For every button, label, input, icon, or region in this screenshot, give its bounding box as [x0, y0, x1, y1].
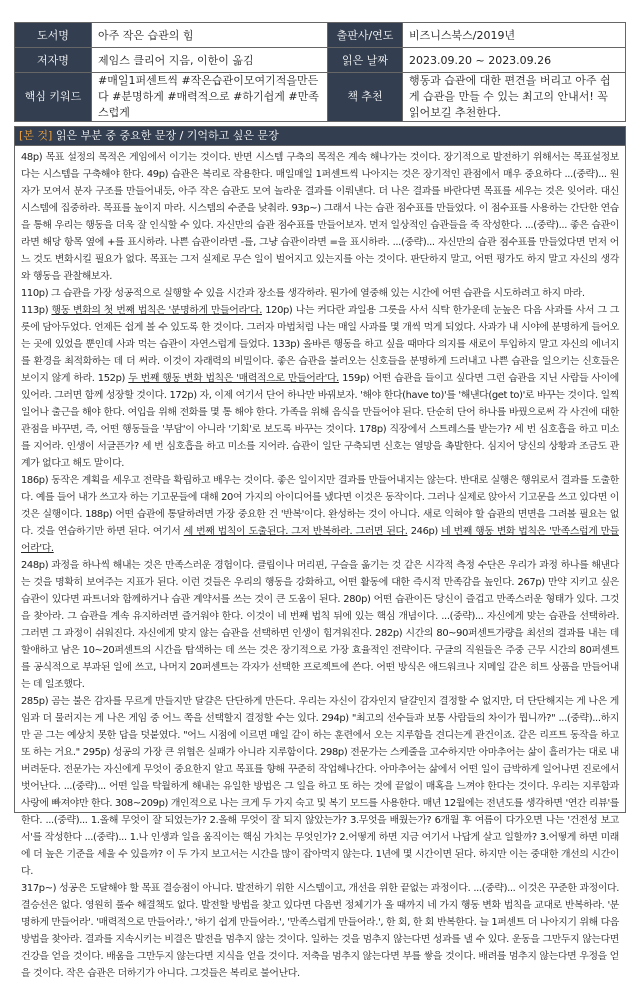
- note-paragraph: 317p~) 성공은 도달해야 할 목표 결승점이 아니다. 발전하기 위한 시스템이고, 개선을 위한 끝없는 과정이다. ...(중략)... 이것은 꾸준한 과정이다. 결승선은 없다. 영원히 풀수 해결책도 없다. 발전할 방법을 찾고 있다면 다음번 정체기가 올 때까지 네 가지 행동 변화 법칙을 교대로 반복하라. '분명하게 만들어라'. '매력적으로 만들어라.', '하기 쉽게 만들어라.', '만족스럽게 만들어라.', 한 회, 한 회 반복한다. 늘 1퍼센트 더 나아지기 위해 다음 방법을 찾아라. 결과를 지속시키는 비결은 발전을 멈추지 않는 것이다. 일하는 것을 멈추지 않는다면 성과를 낼 수 있다. 운동을 그만두지 않는다면 건강을 얻을 것이다. 배움을 그만두지 않는다면 지식을 얻을 것이다. 저축을 멈추지 않는다면 부를 쌓을 것이다. 배려를 멈추지 않는다면 우정을 얻을 것이다. 작은 습관은 더하기가 아니다. 그것들은 복리로 불어난다.: [21, 883, 619, 979]
- recommend-label: 책 추천: [328, 73, 403, 122]
- note-paragraph: 186p) 동작은 계획을 세우고 전략을 확립하고 배우는 것이다. 좋은 일이지만 결과를 만들어내지는 않는다. 반대로 실행은 행위로서 결과를 도출한다. 예를 들어 내가 쓰고자 하는 기고문들에 대해 20여 가지의 아이디어를 냈다면 이것은 동작이다. 그러나 실제로 앉아서 기고문을 쓰고 있다면 이것은 실행이다. 188p) 어떤 습관에 통달하려면 가장 중요한 건 '반복'이다. 완성하는 것이 아니다. 새로 익혀야 할 습관의 면면을 그려볼 필요는 없다. 것을 연습하기만 하면 된다. 여기서 세 번째 법칙이 도출된다. 그저 반복하라. 그러면 된다. 246p) 네 번째 행동 변화 법칙은 '만족스럽게 만들어라'다.: [21, 475, 619, 554]
- keywords-value: #매일1퍼센트씩 #작은습관이모여기적을만든다 #분명하게 #매력적으로 #하기쉽게 #만족스럽게: [92, 73, 328, 122]
- recommend-value: 행동과 습관에 대한 편견을 버리고 아주 쉽게 습관을 만들 수 있는 최고의 안내서! 꼭 읽어보길 추천한다.: [403, 73, 626, 122]
- read-date-value: 2023.09.20 ~ 2023.09.26: [403, 48, 626, 73]
- note-paragraph: 285p) 곰는 불은 감자를 무르게 만들지만 달걀은 단단하게 만든다. 우리는 자신이 감자인지 달걀인지 결정할 수 없지만, 더 단단해지는 게 나은 게임과 더 물러지는 게 나은 게임 중 어느 쪽을 선택할지 결정할 수는 있다. 294p) "최고의 선수들과 보통 사람들의 차이가 뭡니까?" ...(중략)...하지만 곧 그는 예상치 못한 답을 덧붙였다. "어느 시점에 이르면 매일 같이 하는 훈련에서 오는 지루함을 견디는게 관건이죠. 같은 리프트 동작을 하고 또 하는 거요." 295p) 성공의 가장 큰 위협은 실패가 아니라 지루함이다. 298p) 전문가는 스케줄을 고수하지만 아마추어는 삶이 흘러가는 대로 내버려둔다. 전문가는 자신에게 무엇이 중요한지 알고 목표를 향해 꾸준히 작업해나간다. 아마추어는 삶에서 어떤 일이 급박하게 일어나면 진로에서 벗어난다. ...(중략)... 어떤 일을 탁월하게 해내는 유일한 방법은 그 일을 하고 또 하는 것에 끝없이 매혹을 느껴야 한다는 것이다. 우리는 지루함과 사랑에 빠져야만 한다. 308~209p) 개인적으로 나는 크게 두 가지 숙고 및 복기 모드를 사용한다. 매년 12월에는 전년도를 생각하면 '연간 리뷰'를 한다. ...(중략)... 1.올해 무엇이 잘 되었는가? 2.올해 무엇이 잘 되지 않았는가? 3.무엇을 배웠는가? 6개월 후 여름이 다가오면 나는 '건전성 보고서'를 작성한다 ...(중략)... 1.나 인생과 일을 움직이는 핵심 가치는 무엇인가? 2.어떻게 하면 지금 여기서 나답게 살고 일할까? 3.어떻게 하면 미래에 더 높은 기준을 세울 수 있을까? 이 두 가지 보고서는 시간을 많이 잡아먹지 않는다. 1년에 몇 시간이면 된다. 하지만 이는 중대한 개선의 시간이다.: [21, 696, 619, 877]
- keywords-label: 핵심 키워드: [15, 73, 92, 122]
- author-value: 제임스 클리어 지음, 이한이 옮김: [92, 48, 328, 73]
- section-title: 읽은 부분 중 중요한 문장 / 기억하고 싶은 문장: [52, 129, 279, 142]
- note-paragraph: 113p) 행동 변화의 첫 번째 법칙은 '분명하게 만들어라'다. 120p) 나는 커다란 과일용 그릇을 사서 식탁 한가운데 눈높은 다음 사과를 사서 그 그릇에 담아두었다. 언제든 쉽게 볼 수 있도록 한 것이다. 그러자 마법처럼 나는 매일 사과를 몇 개씩 먹게 되었다. 사과가 내 시야에 분명하게 들어오는 곳에 있었을 뿐인데 사과 먹는 습관이 자연스럽게 들었다. 133p) 올바른 행동을 하고 싶을 때마다 의지를 새로이 투입하지 말고 자신의 에너지를 환경을 최적화하는 데 더 써라. 이것이 자래력의 비밀이다. 좋은 습관을 불러오는 신호들을 분명하게 드러내고 나쁜 습관을 일으키는 신호들은 보이지 않게 하라. 152p) 두 번째 행동 변화 법칙은 '매력적으로 만들어라'다. 159p) 어떤 습관을 들이고 싶다면 그런 습관을 지닌 사람들 사이에 있어라. 그러면 함께 성장할 것이다. 172p) 자, 이제 여기서 단어 하나만 바꿔보자. '해야 한다(have to)'를 '해낸다(get to)'로 바꾸는 것이다. 일찍 일어나 출근을 해야 한다. 여입을 위해 전화를 몇 통 해야 한다. 가족을 위해 음식을 만들어야 된다. 단순히 단어 하나를 바꿨으로써 각 사건에 대한 관점을 바꾸면, 즉, 어떤 행동들을 '부담'이 아니라 '기회'로 보도록 바꾸는 것이다. 178p) 직장에서 스트레스를 받는가? 세 번 심호흡을 하고 미소를 지어라. 인생이 서글픈가? 세 번 심호흡을 하고 미소를 지어라. 습관이 일단 구축되면 신호는 열망을 촉발한다. 심지어 당신의 상황과 조금도 관계가 없다고 해도 말이다.: [21, 305, 619, 469]
- section-header: [14, 126, 626, 145]
- book-report-sheet: [14, 22, 626, 979]
- read-date-label: 읽은 날짜: [328, 48, 403, 73]
- note-paragraph: 110p) 그 습관을 가장 성공적으로 실행할 수 있을 시간과 장소를 생각하라. 뭔가에 열중해 있는 시간에 어떤 습관을 시도하려고 하지 마라.: [21, 288, 585, 299]
- notes-body: [14, 145, 626, 979]
- publisher-value: 비즈니스북스/2019년: [403, 23, 626, 48]
- note-paragraph: 48p) 목표 설정의 목적은 게임에서 이기는 것이다. 반면 시스템 구축의 목적은 계속 해나가는 것이다. 장기적으로 발전하기 위해서는 목표설정보다는 시스템을 구축해야 한다. 49p) 습관은 복리로 작용한다. 매일매일 1퍼센트씩 나아지는 것은 장기적인 관점에서 매우 중요하다 ...(중략)... 원자가 모여서 분자 구조를 만들어내듯, 아주 작은 습관도 모여 놀라운 결과를 이뤄낸다. 더 나은 결과를 바란다면 목표를 세우는 것은 잊어라. 대신 시스템에 집중하라. 목표를 높이지 마라. 시스템의 수준을 낮춰라. 93p~) 그래서 나는 습관 점수표를 만들었다. 이 점수표를 사용하는 간단한 연습을 통해 우리는 행동을 더욱 잘 인식할 수 있다. 자신만의 습관 점수표를 만들어보자. 먼저 일상적인 습관들을 죽 작성한다. ...(중략)... 좋은 습관이라면 해당 항목 옆에 +를 표시하라. 나쁜 습관이라면 -를, 그냥 습관이라면 =을 표시하라. ...(중략)... 자신만의 습관 점수표를 만들었다면 먼저 어느 것도 변화시킬 필요가 없다. 목표는 그저 실제로 무슨 일이 벌어지고 있는지를 아는 것이다. 판단하지 말고, 어떤 평가도 하지 말고 자신의 생각와 행동을 관찰해보자.: [21, 152, 619, 282]
- title-value: 아주 작은 습관의 힘: [92, 23, 328, 48]
- section-tag: [본 것]: [19, 129, 53, 142]
- title-label: 도서명: [15, 23, 92, 48]
- note-paragraph: 248p) 과정을 하나씩 해내는 것은 만족스러운 경험이다. 클립이나 머리핀, 구슬을 옮기는 것 같은 시각적 측정 수단은 우리가 과정 하나를 해낸다는 것을 명확히 보여주는 지표가 된다. 이런 것들은 우리의 행동을 강화하고, 어떤 활동에 대한 즉시적 만족감을 높인다. 267p) 만약 지키고 싶은 습관이 있다면 파트너와 함께하거나 습관 계약서를 쓰는 것이 큰 도움이 된다. 280p) 어떤 습관이든 당신이 즐겁고 만족스러운 형태가 있다. 그것을 찾아라. 그 습관을 계속 유지하려면 즐거워야 한다. 이것이 네 번째 법칙 뒤에 있는 핵심 개념이다. ...(중략)... 자신에게 맞는 습관을 선택하라. 그러면 그 과정이 쉬워진다. 자신에게 맞지 않는 습관을 선택하면 인생이 힘겨워진다. 282p) 시간의 80~90퍼센트가량을 최선의 결과를 내는 데 할애하고 남은 10~20퍼센트의 시간을 탐색하는 데 쓰는 것은 장기적으로 가장 효율적인 전략이다. 구글의 직원들은 주중 근무 시간의 80퍼센트를 공식적으로 부과된 일에 쓰고, 나머지 20퍼센트는 각자가 선택한 프로젝트에 쓴다. 어떤 방식은 애드워크나 지메일 같은 히트 상품을 만들어내는 데 일조했다.: [21, 560, 619, 690]
- publisher-label: 출판사/연도: [328, 23, 403, 48]
- book-info-table: [14, 22, 626, 122]
- author-label: 저자명: [15, 48, 92, 73]
